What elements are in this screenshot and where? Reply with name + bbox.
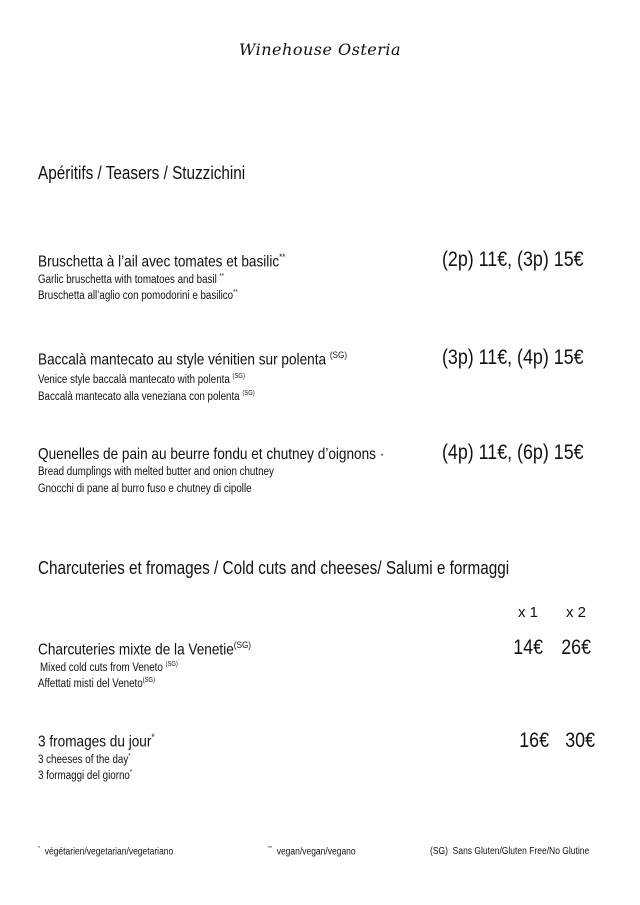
item-name-it: Gnocchi di pane al burro fuso e chutney di cipolle [38,483,252,495]
item-name-en: 3 cheeses of the day* [38,753,131,766]
item-name-it: Baccalà mantecato alla veneziana con polenta $^{(SG)}$ [38,390,255,403]
item-price-x2: 26€ [561,636,592,659]
item-name-fr: 3 fromages du jour* [38,732,155,751]
item-price: (2p) 11€, (3p) 15€ [442,248,584,271]
legend-gluten-free: (SG) Sans Gluten/Gluten Free/No Glutine [430,846,590,857]
item-price-x1: 14€ [513,636,544,659]
restaurant-title: Winehouse Osteria [238,40,402,59]
legend-vegan: ** vegan/vegan/vegano [268,846,356,858]
item-name-en: Bread dumplings with melted butter and onion chutney [38,466,274,478]
item-name-it: Affettati misti del Veneto$^{(SG)}$ [38,677,156,690]
item-price: (4p) 11€, (6p) 15€ [442,441,584,464]
column-header-x2: x 2 [566,604,587,621]
column-header-x1: x 1 [518,604,539,621]
item-name-fr: Charcuteries mixte de la Venetie$^{(SG)}$ [38,640,252,659]
item-name-fr: Bruschetta à l’ail avec tomates et basilic** [38,252,286,271]
item-price-x2: 30€ [565,729,596,752]
item-name-en: Venice style baccalà mantecato with polenta $^{(SG)}$ [38,373,245,386]
item-name-it: 3 formaggi del giorno* [38,769,133,782]
section-heading-aperitifs: Apéritifs / Teasers / Stuzzichini [38,163,246,183]
section-heading-charcuteries: Charcuteries et fromages / Cold cuts and cheeses/ Salumi e formaggi [38,558,510,578]
item-name-it: Bruschetta all’aglio con pomodorini e basilico** [38,289,238,302]
item-name-fr: Baccalà mantecato au style vénitien sur polenta $^{(SG)}$ [38,350,348,369]
item-name-en: Mixed cold cuts from Veneto $^{(SG)}$ [40,661,178,674]
item-price: (3p) 11€, (4p) 15€ [442,346,584,369]
legend-vegetarian: * végétarien/vegetarian/vegetariano [38,846,174,858]
item-price-x1: 16€ [519,729,550,752]
item-name-en: Garlic bruschetta with tomatoes and basil ** [38,273,225,286]
item-name-fr: Quenelles de pain au beurre fondu et chutney d’oignons · [38,446,385,463]
